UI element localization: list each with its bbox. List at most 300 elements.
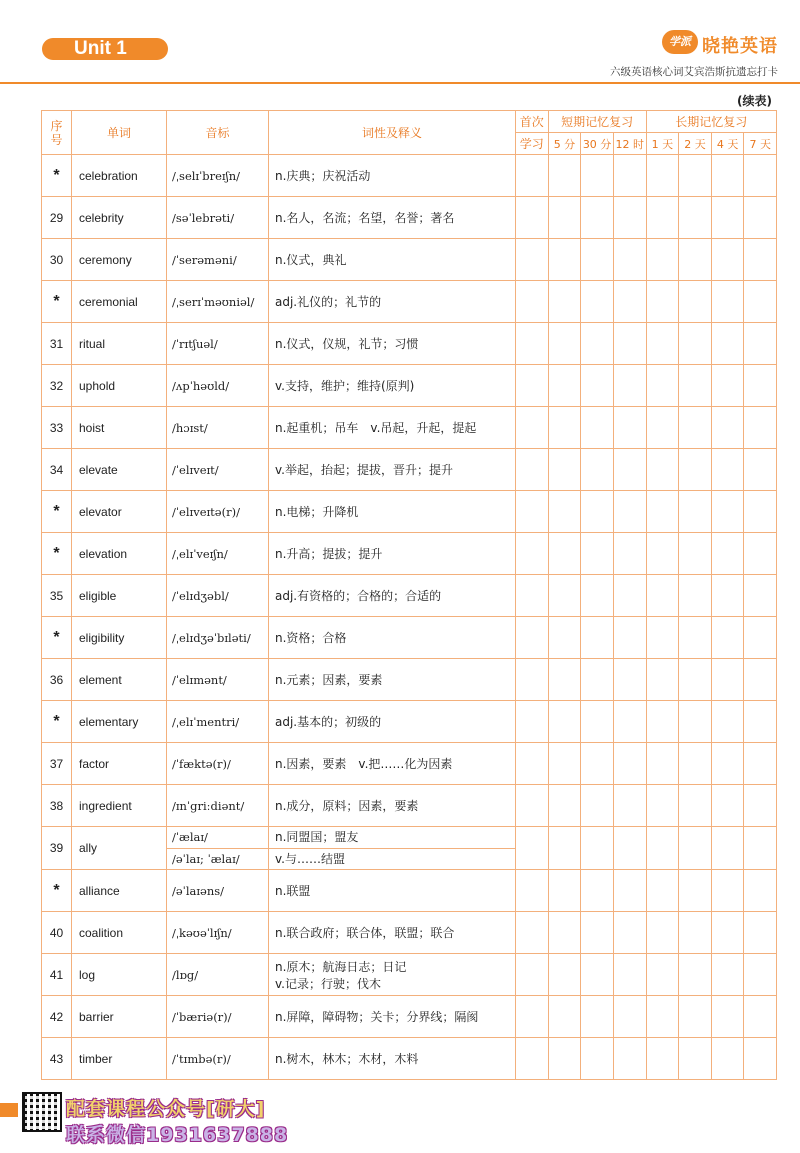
continued-label: (续表) xyxy=(737,94,772,108)
check-30min[interactable] xyxy=(581,617,614,659)
row-word: barrier xyxy=(72,996,167,1038)
table-row xyxy=(42,449,777,491)
row-number: * xyxy=(42,870,72,912)
check-1day[interactable] xyxy=(646,1038,679,1080)
check-first[interactable] xyxy=(516,323,549,365)
check-5min[interactable] xyxy=(548,954,581,996)
check-30min[interactable] xyxy=(581,533,614,575)
check-1day[interactable] xyxy=(646,533,679,575)
check-2day[interactable] xyxy=(679,407,712,449)
check-first[interactable] xyxy=(516,785,549,827)
check-4day[interactable] xyxy=(711,954,744,996)
check-12h[interactable] xyxy=(613,785,646,827)
check-first[interactable] xyxy=(516,870,549,912)
table-row xyxy=(42,617,777,659)
row-definition xyxy=(269,701,516,743)
check-4day[interactable] xyxy=(711,239,744,281)
check-7day[interactable] xyxy=(744,323,777,365)
row-definition xyxy=(269,659,516,701)
check-4day[interactable] xyxy=(711,827,744,870)
check-12h[interactable] xyxy=(613,449,646,491)
table-row xyxy=(42,491,777,533)
check-30min[interactable] xyxy=(581,659,614,701)
check-1day[interactable] xyxy=(646,996,679,1038)
table-row xyxy=(42,197,777,239)
check-7day[interactable] xyxy=(744,365,777,407)
check-7day[interactable] xyxy=(744,197,777,239)
row-number: * xyxy=(42,533,72,575)
definition-line: adj.基本的；初级的 xyxy=(275,715,382,729)
check-2day[interactable] xyxy=(679,533,712,575)
check-12h[interactable] xyxy=(613,575,646,617)
table-row xyxy=(42,1038,777,1080)
check-first[interactable] xyxy=(516,954,549,996)
check-7day[interactable] xyxy=(744,155,777,197)
row-phonetic: /lɒg/ xyxy=(167,954,269,996)
check-30min[interactable] xyxy=(581,407,614,449)
check-1day[interactable] xyxy=(646,659,679,701)
definition-line: n.资格；合格 xyxy=(275,631,347,645)
row-phonetic: /ˈelɪmənt/ xyxy=(167,659,269,701)
table-row xyxy=(42,155,777,197)
check-4day[interactable] xyxy=(711,407,744,449)
check-5min[interactable] xyxy=(548,407,581,449)
check-first[interactable] xyxy=(516,449,549,491)
row-phonetic: /ˌelɪˈmentri/ xyxy=(167,701,269,743)
check-5min[interactable] xyxy=(548,827,581,870)
row-definition xyxy=(269,954,516,996)
check-first[interactable] xyxy=(516,912,549,954)
check-7day[interactable] xyxy=(744,743,777,785)
row-definition xyxy=(269,533,516,575)
check-1day[interactable] xyxy=(646,701,679,743)
definition-line: n.成分，原料；因素，要素 xyxy=(275,799,419,813)
check-1day[interactable] xyxy=(646,281,679,323)
row-phonetic: /ʌpˈhəʊld/ xyxy=(167,365,269,407)
check-30min[interactable] xyxy=(581,365,614,407)
check-12h[interactable] xyxy=(613,617,646,659)
check-2day[interactable] xyxy=(679,912,712,954)
check-30min[interactable] xyxy=(581,239,614,281)
definition-line: n.屏障，障碍物；关卡；分界线；隔阂 xyxy=(275,1010,479,1024)
row-number: 33 xyxy=(42,407,72,449)
definition-line: n.升高；提拔；提升 xyxy=(275,547,383,561)
row-number: 35 xyxy=(42,575,72,617)
check-2day[interactable] xyxy=(679,323,712,365)
row-number: 34 xyxy=(42,449,72,491)
check-1day[interactable] xyxy=(646,575,679,617)
check-first[interactable] xyxy=(516,701,549,743)
check-30min[interactable] xyxy=(581,996,614,1038)
check-12h[interactable] xyxy=(613,407,646,449)
check-5min[interactable] xyxy=(548,996,581,1038)
check-7day[interactable] xyxy=(744,449,777,491)
row-word: element xyxy=(72,659,167,701)
header-first: 首次 xyxy=(516,111,549,133)
check-4day[interactable] xyxy=(711,617,744,659)
header-long-term: 长期记忆复习 xyxy=(646,111,777,133)
row-phonetic: /ˌkəʊəˈlɪʃn/ xyxy=(167,912,269,954)
row-phonetic: /ˈelɪveɪtə(r)/ xyxy=(167,491,269,533)
unit-badge: Unit 1 xyxy=(42,38,168,60)
row-phonetic xyxy=(167,827,269,870)
check-2day[interactable] xyxy=(679,701,712,743)
check-4day[interactable] xyxy=(711,785,744,827)
header-no xyxy=(42,111,72,155)
check-2day[interactable] xyxy=(679,365,712,407)
check-7day[interactable] xyxy=(744,575,777,617)
check-4day[interactable] xyxy=(711,365,744,407)
check-5min[interactable] xyxy=(548,785,581,827)
check-first[interactable] xyxy=(516,281,549,323)
row-phonetic: /əˈlaɪəns/ xyxy=(167,870,269,912)
check-12h[interactable] xyxy=(613,1038,646,1080)
check-12h[interactable] xyxy=(613,996,646,1038)
check-2day[interactable] xyxy=(679,827,712,870)
check-2day[interactable] xyxy=(679,743,712,785)
definition-line: n.因素，要素 v.把……化为因素 xyxy=(275,757,453,771)
row-phonetic: /ˈelɪdʒəbl/ xyxy=(167,575,269,617)
table-row xyxy=(42,785,777,827)
row-number: 42 xyxy=(42,996,72,1038)
row-definition xyxy=(269,870,516,912)
check-2day[interactable] xyxy=(679,617,712,659)
page-subtitle: 六级英语核心词艾宾浩斯抗遗忘打卡 xyxy=(610,66,778,78)
row-number: 37 xyxy=(42,743,72,785)
row-word: ceremony xyxy=(72,239,167,281)
check-2day[interactable] xyxy=(679,870,712,912)
check-4day[interactable] xyxy=(711,996,744,1038)
check-first[interactable] xyxy=(516,996,549,1038)
row-definition xyxy=(269,912,516,954)
check-7day[interactable] xyxy=(744,996,777,1038)
check-4day[interactable] xyxy=(711,1038,744,1080)
check-1day[interactable] xyxy=(646,491,679,533)
check-12h[interactable] xyxy=(613,701,646,743)
check-7day[interactable] xyxy=(744,954,777,996)
row-definition xyxy=(269,1038,516,1080)
check-first[interactable] xyxy=(516,743,549,785)
check-1day[interactable] xyxy=(646,870,679,912)
table-row xyxy=(42,323,777,365)
row-number: * xyxy=(42,491,72,533)
check-7day[interactable] xyxy=(744,239,777,281)
check-12h[interactable] xyxy=(613,239,646,281)
check-1day[interactable] xyxy=(646,954,679,996)
row-number: 43 xyxy=(42,1038,72,1080)
check-first[interactable] xyxy=(516,407,549,449)
definition-line: n.原木；航海日志；日记 xyxy=(275,959,407,974)
check-4day[interactable] xyxy=(711,323,744,365)
row-number: 41 xyxy=(42,954,72,996)
check-5min[interactable] xyxy=(548,323,581,365)
check-2day[interactable] xyxy=(679,281,712,323)
check-1day[interactable] xyxy=(646,743,679,785)
definition-line: n.树木，林木；木材，木料 xyxy=(275,1052,419,1066)
check-30min[interactable] xyxy=(581,870,614,912)
row-phonetic: /ˌelɪˈveɪʃn/ xyxy=(167,533,269,575)
check-5min[interactable] xyxy=(548,365,581,407)
row-word: uphold xyxy=(72,365,167,407)
row-phonetic: /ɪnˈgriːdiənt/ xyxy=(167,785,269,827)
check-5min[interactable] xyxy=(548,449,581,491)
definition-line: v.支持，维护；维持(原判) xyxy=(275,379,415,393)
check-30min[interactable] xyxy=(581,449,614,491)
check-7day[interactable] xyxy=(744,281,777,323)
check-first[interactable] xyxy=(516,155,549,197)
check-first[interactable] xyxy=(516,659,549,701)
qr-code-pattern xyxy=(25,1095,59,1129)
check-30min[interactable] xyxy=(581,281,614,323)
row-definition xyxy=(269,449,516,491)
check-first[interactable] xyxy=(516,491,549,533)
row-number: 38 xyxy=(42,785,72,827)
definition-line: adj.礼仪的；礼节的 xyxy=(275,295,382,309)
table-header xyxy=(42,111,777,155)
check-2day[interactable] xyxy=(679,491,712,533)
check-4day[interactable] xyxy=(711,491,744,533)
check-30min[interactable] xyxy=(581,701,614,743)
check-first[interactable] xyxy=(516,239,549,281)
table-row xyxy=(42,870,777,912)
check-2day[interactable] xyxy=(679,785,712,827)
check-first[interactable] xyxy=(516,575,549,617)
definition-variant: n.同盟国；盟友 xyxy=(275,830,359,844)
header-divider xyxy=(0,82,800,84)
check-7day[interactable] xyxy=(744,407,777,449)
check-12h[interactable] xyxy=(613,197,646,239)
check-4day[interactable] xyxy=(711,912,744,954)
check-30min[interactable] xyxy=(581,323,614,365)
check-30min[interactable] xyxy=(581,1038,614,1080)
table-row xyxy=(42,954,777,996)
row-word: elevator xyxy=(72,491,167,533)
check-7day[interactable] xyxy=(744,659,777,701)
row-word: factor xyxy=(72,743,167,785)
table-row xyxy=(42,239,777,281)
check-4day[interactable] xyxy=(711,533,744,575)
check-1day[interactable] xyxy=(646,155,679,197)
check-1day[interactable] xyxy=(646,239,679,281)
row-word: alliance xyxy=(72,870,167,912)
check-12h[interactable] xyxy=(613,155,646,197)
check-2day[interactable] xyxy=(679,155,712,197)
check-first[interactable] xyxy=(516,365,549,407)
check-4day[interactable] xyxy=(711,743,744,785)
check-12h[interactable] xyxy=(613,827,646,870)
table-row xyxy=(42,407,777,449)
check-5min[interactable] xyxy=(548,197,581,239)
header-1day: 1 天 xyxy=(646,133,679,155)
check-12h[interactable] xyxy=(613,365,646,407)
check-30min[interactable] xyxy=(581,827,614,870)
check-30min[interactable] xyxy=(581,954,614,996)
row-word: ritual xyxy=(72,323,167,365)
row-word: ceremonial xyxy=(72,281,167,323)
check-30min[interactable] xyxy=(581,743,614,785)
check-12h[interactable] xyxy=(613,659,646,701)
row-definition xyxy=(269,575,516,617)
check-first[interactable] xyxy=(516,617,549,659)
check-5min[interactable] xyxy=(548,155,581,197)
row-number: 40 xyxy=(42,912,72,954)
check-2day[interactable] xyxy=(679,449,712,491)
row-phonetic: /ˈtɪmbə(r)/ xyxy=(167,1038,269,1080)
row-definition xyxy=(269,197,516,239)
check-5min[interactable] xyxy=(548,870,581,912)
row-word: ally xyxy=(72,827,167,870)
check-2day[interactable] xyxy=(679,239,712,281)
check-5min[interactable] xyxy=(548,281,581,323)
row-number: * xyxy=(42,155,72,197)
check-first[interactable] xyxy=(516,197,549,239)
check-1day[interactable] xyxy=(646,449,679,491)
check-12h[interactable] xyxy=(613,281,646,323)
check-5min[interactable] xyxy=(548,491,581,533)
check-12h[interactable] xyxy=(613,870,646,912)
row-definition xyxy=(269,323,516,365)
row-phonetic: /hɔɪst/ xyxy=(167,407,269,449)
table-row xyxy=(42,912,777,954)
row-word: coalition xyxy=(72,912,167,954)
header-2day: 2 天 xyxy=(679,133,712,155)
row-phonetic: /ˈrɪtʃuəl/ xyxy=(167,323,269,365)
row-definition xyxy=(269,617,516,659)
check-2day[interactable] xyxy=(679,996,712,1038)
check-4day[interactable] xyxy=(711,870,744,912)
check-12h[interactable] xyxy=(613,912,646,954)
definition-line: v.记录；行驶；伐木 xyxy=(275,976,381,991)
header-word: 单词 xyxy=(72,111,167,155)
check-12h[interactable] xyxy=(613,491,646,533)
check-30min[interactable] xyxy=(581,785,614,827)
header-no-label: 序号 xyxy=(50,118,63,147)
check-12h[interactable] xyxy=(613,533,646,575)
header-definition: 词性及释义 xyxy=(269,111,516,155)
check-2day[interactable] xyxy=(679,1038,712,1080)
check-30min[interactable] xyxy=(581,197,614,239)
row-phonetic: /ˌserɪˈməʊniəl/ xyxy=(167,281,269,323)
check-7day[interactable] xyxy=(744,1038,777,1080)
check-5min[interactable] xyxy=(548,575,581,617)
check-4day[interactable] xyxy=(711,155,744,197)
check-1day[interactable] xyxy=(646,197,679,239)
check-first[interactable] xyxy=(516,827,549,870)
row-word: ingredient xyxy=(72,785,167,827)
check-1day[interactable] xyxy=(646,407,679,449)
check-1day[interactable] xyxy=(646,365,679,407)
check-1day[interactable] xyxy=(646,912,679,954)
row-word: celebration xyxy=(72,155,167,197)
check-5min[interactable] xyxy=(548,239,581,281)
promo-line-2: 联系微信1931637888 xyxy=(66,1124,289,1146)
check-4day[interactable] xyxy=(711,449,744,491)
row-number: 30 xyxy=(42,239,72,281)
check-1day[interactable] xyxy=(646,785,679,827)
row-word: elementary xyxy=(72,701,167,743)
row-word: elevation xyxy=(72,533,167,575)
check-7day[interactable] xyxy=(744,533,777,575)
phonetic-variant: /ˈælaɪ/ xyxy=(172,830,208,844)
check-5min[interactable] xyxy=(548,617,581,659)
check-4day[interactable] xyxy=(711,281,744,323)
check-12h[interactable] xyxy=(613,954,646,996)
check-7day[interactable] xyxy=(744,827,777,870)
check-2day[interactable] xyxy=(679,954,712,996)
check-7day[interactable] xyxy=(744,912,777,954)
row-number: 31 xyxy=(42,323,72,365)
header-4day: 4 天 xyxy=(711,133,744,155)
check-5min[interactable] xyxy=(548,912,581,954)
check-2day[interactable] xyxy=(679,659,712,701)
table-row xyxy=(42,701,777,743)
definition-line: n.名人，名流；名望，名誉；著名 xyxy=(275,211,455,225)
check-12h[interactable] xyxy=(613,323,646,365)
check-1day[interactable] xyxy=(646,617,679,659)
definition-line: n.电梯；升降机 xyxy=(275,505,359,519)
row-phonetic: /ˌselɪˈbreɪʃn/ xyxy=(167,155,269,197)
row-word: log xyxy=(72,954,167,996)
check-2day[interactable] xyxy=(679,575,712,617)
row-number: * xyxy=(42,701,72,743)
row-definition xyxy=(269,239,516,281)
check-7day[interactable] xyxy=(744,491,777,533)
brand-name: 晓艳英语 xyxy=(702,36,778,57)
check-7day[interactable] xyxy=(744,870,777,912)
check-7day[interactable] xyxy=(744,701,777,743)
header-short-term: 短期记忆复习 xyxy=(548,111,646,133)
brand-logo-icon: 学派 xyxy=(662,30,698,54)
check-5min[interactable] xyxy=(548,533,581,575)
check-5min[interactable] xyxy=(548,701,581,743)
row-number: * xyxy=(42,617,72,659)
table-row xyxy=(42,281,777,323)
header-phonetic: 音标 xyxy=(167,111,269,155)
row-word: eligible xyxy=(72,575,167,617)
check-4day[interactable] xyxy=(711,701,744,743)
check-5min[interactable] xyxy=(548,659,581,701)
row-phonetic: /ˈserəməni/ xyxy=(167,239,269,281)
check-5min[interactable] xyxy=(548,1038,581,1080)
definition-line: v.举起，抬起；提拔，晋升；提升 xyxy=(275,463,453,477)
check-5min[interactable] xyxy=(548,743,581,785)
row-word: elevate xyxy=(72,449,167,491)
check-7day[interactable] xyxy=(744,617,777,659)
row-definition xyxy=(269,491,516,533)
check-7day[interactable] xyxy=(744,785,777,827)
check-1day[interactable] xyxy=(646,827,679,870)
check-30min[interactable] xyxy=(581,155,614,197)
row-definition xyxy=(269,785,516,827)
table-row xyxy=(42,827,777,870)
check-30min[interactable] xyxy=(581,575,614,617)
check-first[interactable] xyxy=(516,1038,549,1080)
check-30min[interactable] xyxy=(581,491,614,533)
row-phonetic: /ˈbæriə(r)/ xyxy=(167,996,269,1038)
check-2day[interactable] xyxy=(679,197,712,239)
check-1day[interactable] xyxy=(646,323,679,365)
check-4day[interactable] xyxy=(711,659,744,701)
check-12h[interactable] xyxy=(613,743,646,785)
check-4day[interactable] xyxy=(711,575,744,617)
phonetic-variant: /əˈlaɪ; ˈælaɪ/ xyxy=(167,848,268,869)
check-4day[interactable] xyxy=(711,197,744,239)
row-word: celebrity xyxy=(72,197,167,239)
check-first[interactable] xyxy=(516,533,549,575)
check-30min[interactable] xyxy=(581,912,614,954)
row-definition xyxy=(269,827,516,870)
header-30min: 30 分 xyxy=(581,133,614,155)
